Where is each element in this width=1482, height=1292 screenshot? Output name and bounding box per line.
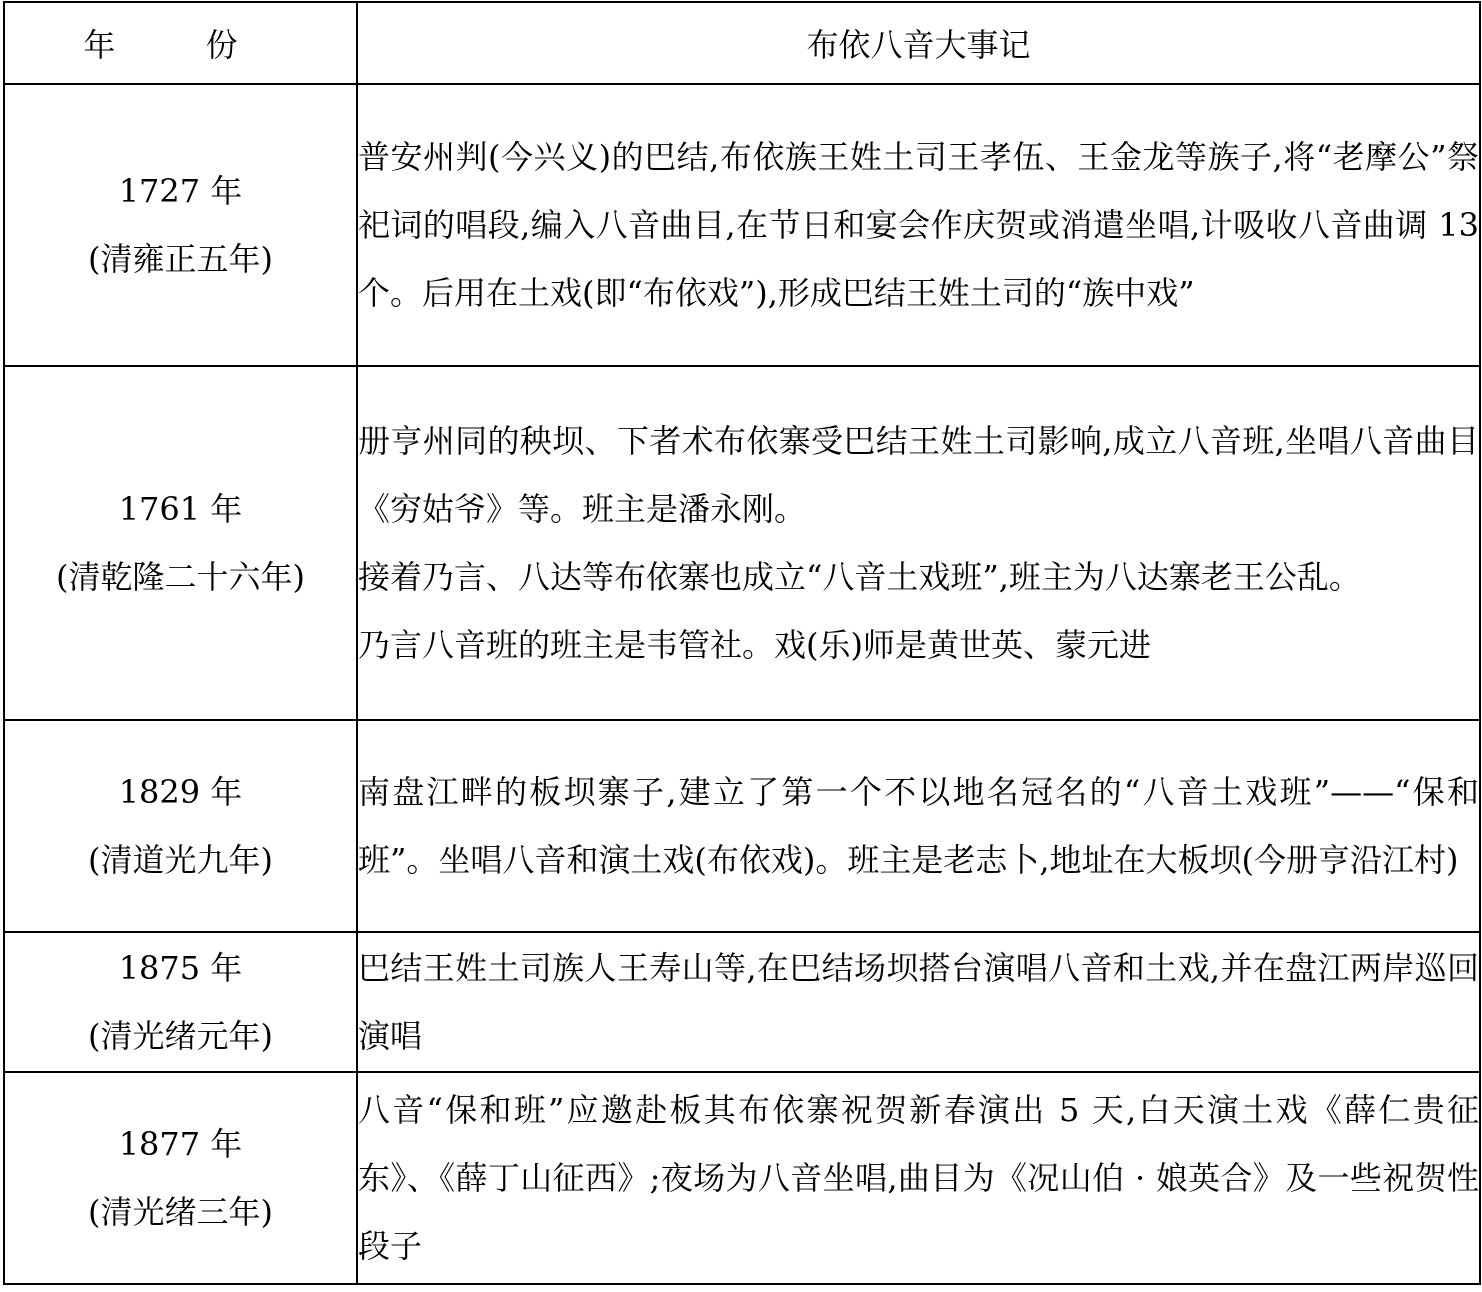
event-paragraph: 南盘江畔的板坝寨子,建立了第一个不以地名冠名的“八音土戏班”——“保和班”。坐唱八音和演土戏(布依戏)。班主是老志卜,地址在大板坝(今册亨沿江村) (358, 773, 1479, 879)
event-paragraph: 八音“保和班”应邀赴板其布依寨祝贺新春演出 5 天,白天演土戏《薛仁贵征东》、《薛丁山征西》;夜场为八音坐唱,曲目为《况山伯 · 娘英合》及一些祝贺性段子 (358, 1091, 1479, 1265)
year-cell (4, 366, 357, 720)
header-row (4, 2, 1480, 84)
event-paragraph: 普安州判(今兴义)的巴结,布依族王姓土司王孝伍、王金龙等族子,将“老摩公”祭祀词的唱段,编入八音曲目,在节日和宴会作庆贺或消遣坐唱,计吸收八音曲调 13 个。后用在土戏(即“布依戏”),形成巴结王姓土司的“族中戏” (358, 138, 1479, 312)
events-cell (357, 1072, 1480, 1284)
year-cell (4, 720, 357, 932)
events-cell (357, 366, 1480, 720)
event-paragraph: 册亨州同的秧坝、下者术布依寨受巴结王姓土司影响,成立八音班,坐唱八音曲目《穷姑爷》等。班主是潘永刚。 (358, 422, 1479, 528)
table-row (4, 1072, 1480, 1284)
table-row (4, 366, 1480, 720)
year-cell (4, 932, 357, 1072)
event-paragraph: 巴结王姓土司族人王寿山等,在巴结场坝搭台演唱八音和土戏,并在盘江两岸巡回演唱 (358, 949, 1479, 1055)
year-text: 1829 年 (118, 773, 243, 811)
events-cell (357, 84, 1480, 366)
year-text: 1727 年 (118, 172, 243, 210)
events-cell (357, 720, 1480, 932)
era-text: (清光绪三年) (88, 1193, 273, 1231)
table-row (4, 84, 1480, 366)
era-text: (清光绪元年) (88, 1017, 273, 1055)
year-cell (4, 84, 357, 366)
events-cell (357, 932, 1480, 1072)
events-column-header: 布依八音大事记 (357, 2, 1480, 84)
table-row (4, 720, 1480, 932)
year-text: 1875 年 (118, 949, 243, 987)
table-row (4, 932, 1480, 1072)
year-text: 1877 年 (118, 1125, 243, 1163)
year-cell (4, 1072, 357, 1284)
chronicle-table (3, 1, 1481, 1285)
year-text: 1761 年 (118, 490, 243, 528)
event-paragraph: 乃言八音班的班主是韦管社。戏(乐)师是黄世英、蒙元进 (358, 626, 1151, 664)
era-text: (清雍正五年) (88, 240, 273, 278)
era-text: (清道光九年) (88, 841, 273, 879)
event-paragraph: 接着乃言、八达等布依寨也成立“八音土戏班”,班主为八达寨老王公乱。 (358, 558, 1361, 596)
year-column-header: 年 份 (4, 2, 357, 84)
era-text: (清乾隆二十六年) (56, 558, 305, 596)
